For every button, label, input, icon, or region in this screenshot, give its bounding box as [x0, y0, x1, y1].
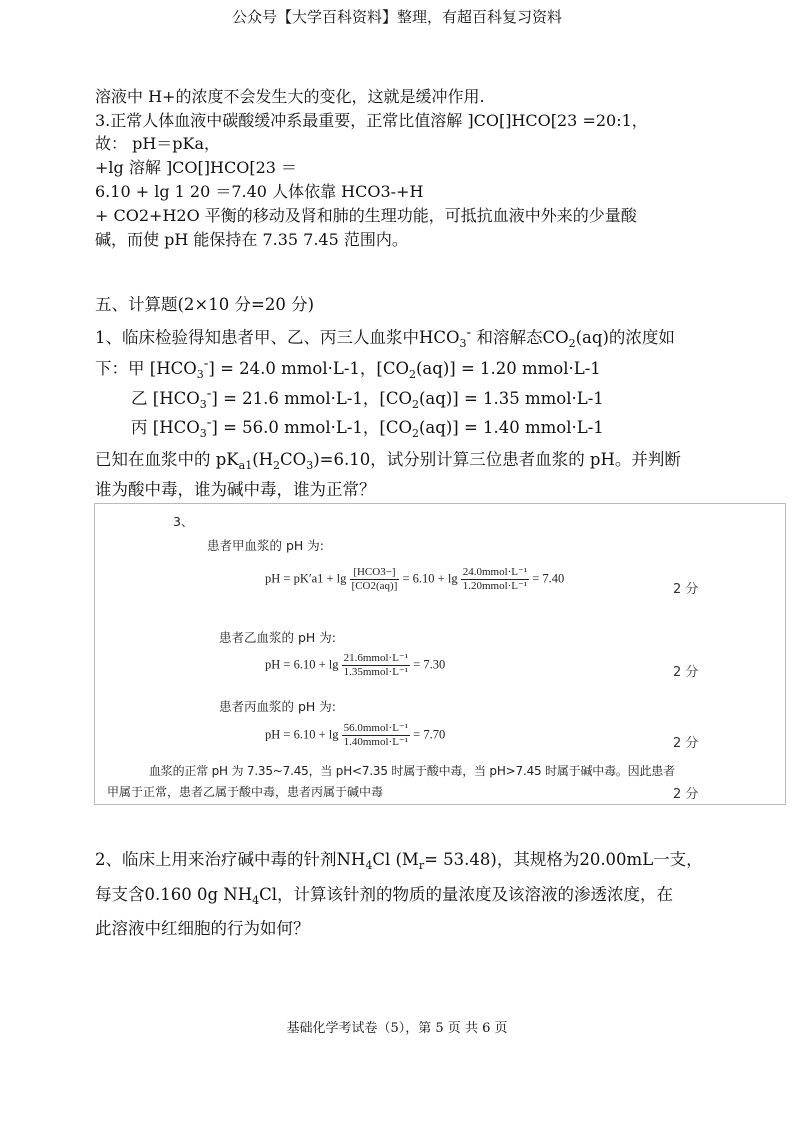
- text-line: 6.10 + lg 1 20 ＝7.40 人体依靠 HCO3-+H: [95, 182, 424, 201]
- answer-p2-formula: pH = 6.10 + lg $\frac{\text{21.6mmol·L⁻¹}}{\text{1.35mmol·L⁻¹}}$ = 7.30: [265, 652, 446, 678]
- q2-line-3: 此溶液中红细胞的行为如何？: [95, 919, 310, 938]
- page-footer: 基础化学考试卷（5），第 5 页 共 6 页: [286, 1021, 508, 1036]
- answer-p1-heading: 患者甲血浆的 pH 为:: [207, 538, 324, 553]
- answer-p1-formula: pH = pK′a1 + lg $\frac{\text{[HCO3−]}}{[CO2(aq)]}$ = 6.10 + lg $\frac{\text{24.0mmol·L⁻¹}}{\text{1.20mmol·L⁻¹}}$ = 7.40: [265, 566, 565, 592]
- answer-conclusion-2: 甲属于正常，患者乙属于酸中毒，患者丙属于碱中毒: [107, 785, 384, 799]
- answer-p3-heading: 患者丙血浆的 pH 为:: [219, 699, 336, 714]
- answer-p1-points: 2 分: [673, 582, 699, 597]
- text-line: +lg 溶解 ]CO[]HCO[23 ＝: [95, 158, 298, 177]
- text-line: 3.正常人体血液中碳酸缓冲系最重要，正常比值溶解 ]CO[]HCO[23 =20:1，: [95, 111, 648, 130]
- answer-p2-heading: 患者乙血浆的 pH 为:: [219, 630, 336, 645]
- answer-box: [94, 503, 786, 805]
- q2-line-2: 每支含0.160 0g $NH_4Cl$，计算该针剂的物质的量浓度及该溶液的渗透浓度，在: [95, 885, 674, 907]
- q1-patient-3: 丙 $[HCO_3^-] = 56.0$ mmol·L-1，$[CO_2(aq)] = 1.40$ mmol·L-1: [131, 414, 604, 440]
- answer-p2-points: 2 分: [673, 665, 699, 680]
- answer-p3-points: 2 分: [673, 736, 699, 751]
- text-line: 溶液中 H+的浓度不会发生大的变化，这就是缓冲作用.: [95, 87, 485, 106]
- answer-conclusion-points: 2 分: [673, 787, 699, 802]
- q1-patient-1: 下：甲 $[HCO_3^-] = 24.0$ mmol·L-1，$[CO_2(aq)] = 1.20$ mmol·L-1: [95, 355, 601, 381]
- text-line: 故： pH＝pKa，: [95, 134, 221, 153]
- q1-patient-2: 乙 $[HCO_3^-] = 21.6$ mmol·L-1，$[CO_2(aq)] = 1.35$ mmol·L-1: [131, 385, 604, 411]
- answer-p3-formula: pH = 6.10 + lg $\frac{\text{56.0mmol·L⁻¹}}{\text{1.40mmol·L⁻¹}}$ = 7.70: [265, 722, 446, 748]
- q2-line-1: 2、临床上用来治疗碱中毒的针剂$NH_4Cl$ $(M_r= 53.48)$，其规格为20.00mL一支，: [95, 850, 703, 872]
- answer-conclusion-1: 血浆的正常 pH 为 7.35~7.45，当 pH<7.35 时属于酸中毒，当 pH>7.45 时属于碱中毒。因此患者: [149, 764, 675, 778]
- q1-intro: 1、临床检验得知患者甲、乙、丙三人血浆中$HCO_3^-$ 和溶解态$CO_2(aq)$的浓度如: [95, 324, 675, 350]
- q1-question: 谁为酸中毒，谁为碱中毒，谁为正常？: [95, 480, 376, 499]
- answer-number: 3、: [173, 514, 194, 529]
- q1-known: 已知在血浆中的 $pK_{a1}(H_2CO_3)=6.10$，试分别计算三位患者血浆的 pH。并判断: [95, 450, 681, 472]
- text-line: 碱，而使 pH 能保持在 7.35 7.45 范围内。: [95, 230, 408, 249]
- section-title: 五、计算题(2×10 分=20 分): [95, 295, 315, 314]
- page-header: 公众号【大学百科资料】整理，有超百科复习资料: [231, 8, 562, 26]
- text-line: + CO2+H2O 平衡的移动及肾和肺的生理功能，可抵抗血液中外来的少量酸: [95, 206, 637, 225]
